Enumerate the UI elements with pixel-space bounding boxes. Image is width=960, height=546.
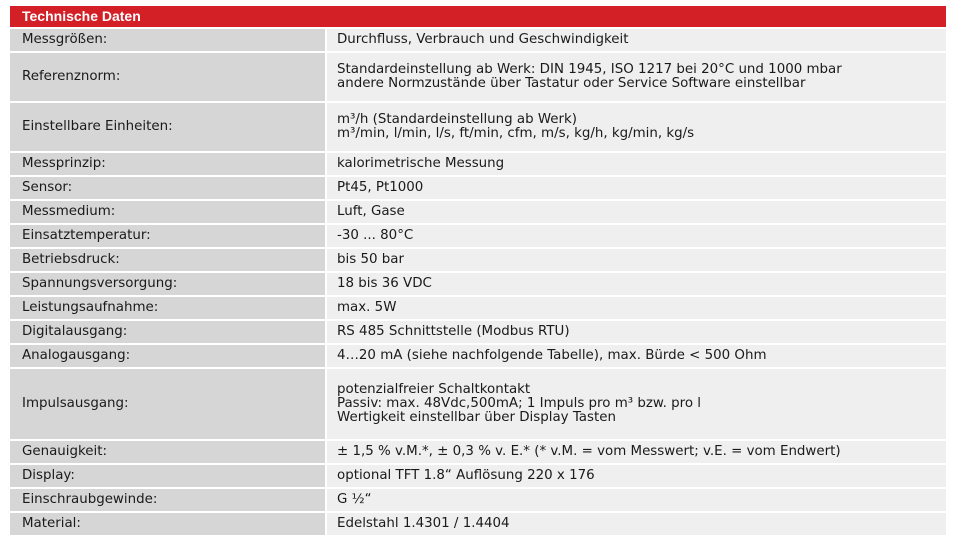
row-value: [327, 249, 946, 271]
value-line: 18 bis 36 VDC: [337, 276, 432, 291]
value-line: 4…20 mA (siehe nachfolgende Tabelle), max. Bürde < 500 Ohm: [337, 348, 767, 363]
table-row: [10, 29, 946, 53]
table-row: [10, 513, 946, 537]
table-row: [10, 489, 946, 513]
value-line: Durchfluss, Verbrauch und Geschwindigkeit: [337, 32, 629, 47]
value-line: Standardeinstellung ab Werk: DIN 1945, ISO 1217 bei 20°C und 1000 mbar: [337, 62, 842, 77]
row-label: Einsatztemperatur:: [10, 225, 325, 247]
value-line: kalorimetrische Messung: [337, 156, 505, 171]
row-label: Material:: [10, 513, 325, 535]
table-row: [10, 273, 946, 297]
row-value: [327, 297, 946, 319]
row-value: [327, 201, 946, 223]
row-label: Messgrößen:: [10, 29, 325, 51]
value-line: andere Normzustände über Tastatur oder Service Software einstellbar: [337, 76, 806, 91]
value-line: Edelstahl 1.4301 / 1.4404: [337, 516, 510, 531]
row-value: [327, 465, 946, 487]
row-label: Spannungsversorgung:: [10, 273, 325, 295]
row-value: [327, 489, 946, 511]
value-line: RS 485 Schnittstelle (Modbus RTU): [337, 324, 570, 339]
value-line: potenzialfreier Schaltkontakt: [337, 382, 531, 397]
row-label: Sensor:: [10, 177, 325, 199]
table-row: [10, 465, 946, 489]
value-line: bis 50 bar: [337, 252, 404, 267]
row-value: [327, 321, 946, 343]
table-row: [10, 103, 946, 153]
row-value: [327, 29, 946, 51]
row-label: Messmedium:: [10, 201, 325, 223]
row-label: Referenznorm:: [10, 53, 325, 101]
row-label: Betriebsdruck:: [10, 249, 325, 271]
value-line: Passiv: max. 48Vdc,500mA; 1 Impuls pro m³ bzw. pro l: [337, 396, 702, 411]
row-value: [327, 177, 946, 199]
value-line: G ½“: [337, 492, 372, 507]
value-line: Luft, Gase: [337, 204, 405, 219]
table-row: [10, 201, 946, 225]
table-row: [10, 153, 946, 177]
row-label: Digitalausgang:: [10, 321, 325, 343]
table-body: [10, 27, 946, 537]
technical-data-table: [10, 6, 946, 537]
row-label: Display:: [10, 465, 325, 487]
table-row: [10, 369, 946, 441]
value-line: ± 1,5 % v.M.*, ± 0,3 % v. E.* (* v.M. = vom Messwert; v.E. = vom Endwert): [337, 444, 841, 459]
row-label: Einstellbare Einheiten:: [10, 103, 325, 151]
row-label: Leistungsaufnahme:: [10, 297, 325, 319]
value-line: m³/min, l/min, l/s, ft/min, cfm, m/s, kg/h, kg/min, kg/s: [337, 126, 695, 141]
table-row: [10, 53, 946, 103]
table-row: [10, 177, 946, 201]
value-line: optional TFT 1.8“ Auflösung 220 x 176: [337, 468, 595, 483]
table-row: [10, 321, 946, 345]
value-line: -30 ... 80°C: [337, 228, 414, 243]
value-line: max. 5W: [337, 300, 397, 315]
table-row: [10, 297, 946, 321]
row-value: [327, 103, 946, 151]
value-line: Wertigkeit einstellbar über Display Tasten: [337, 410, 616, 425]
row-value: [327, 345, 946, 367]
row-label: Impulsausgang:: [10, 369, 325, 439]
row-label: Analogausgang:: [10, 345, 325, 367]
row-value: [327, 153, 946, 175]
value-line: Pt45, Pt1000: [337, 180, 424, 195]
value-line: m³/h (Standardeinstellung ab Werk): [337, 112, 578, 127]
table-row: [10, 225, 946, 249]
row-value: [327, 369, 946, 439]
row-label: Messprinzip:: [10, 153, 325, 175]
row-value: [327, 273, 946, 295]
row-value: [327, 441, 946, 463]
table-row: [10, 345, 946, 369]
row-value: [327, 225, 946, 247]
table-row: [10, 249, 946, 273]
table-title: Technische Daten: [10, 6, 946, 27]
row-value: [327, 53, 946, 101]
row-label: Einschraubgewinde:: [10, 489, 325, 511]
row-value: [327, 513, 946, 535]
table-row: [10, 441, 946, 465]
row-label: Genauigkeit:: [10, 441, 325, 463]
